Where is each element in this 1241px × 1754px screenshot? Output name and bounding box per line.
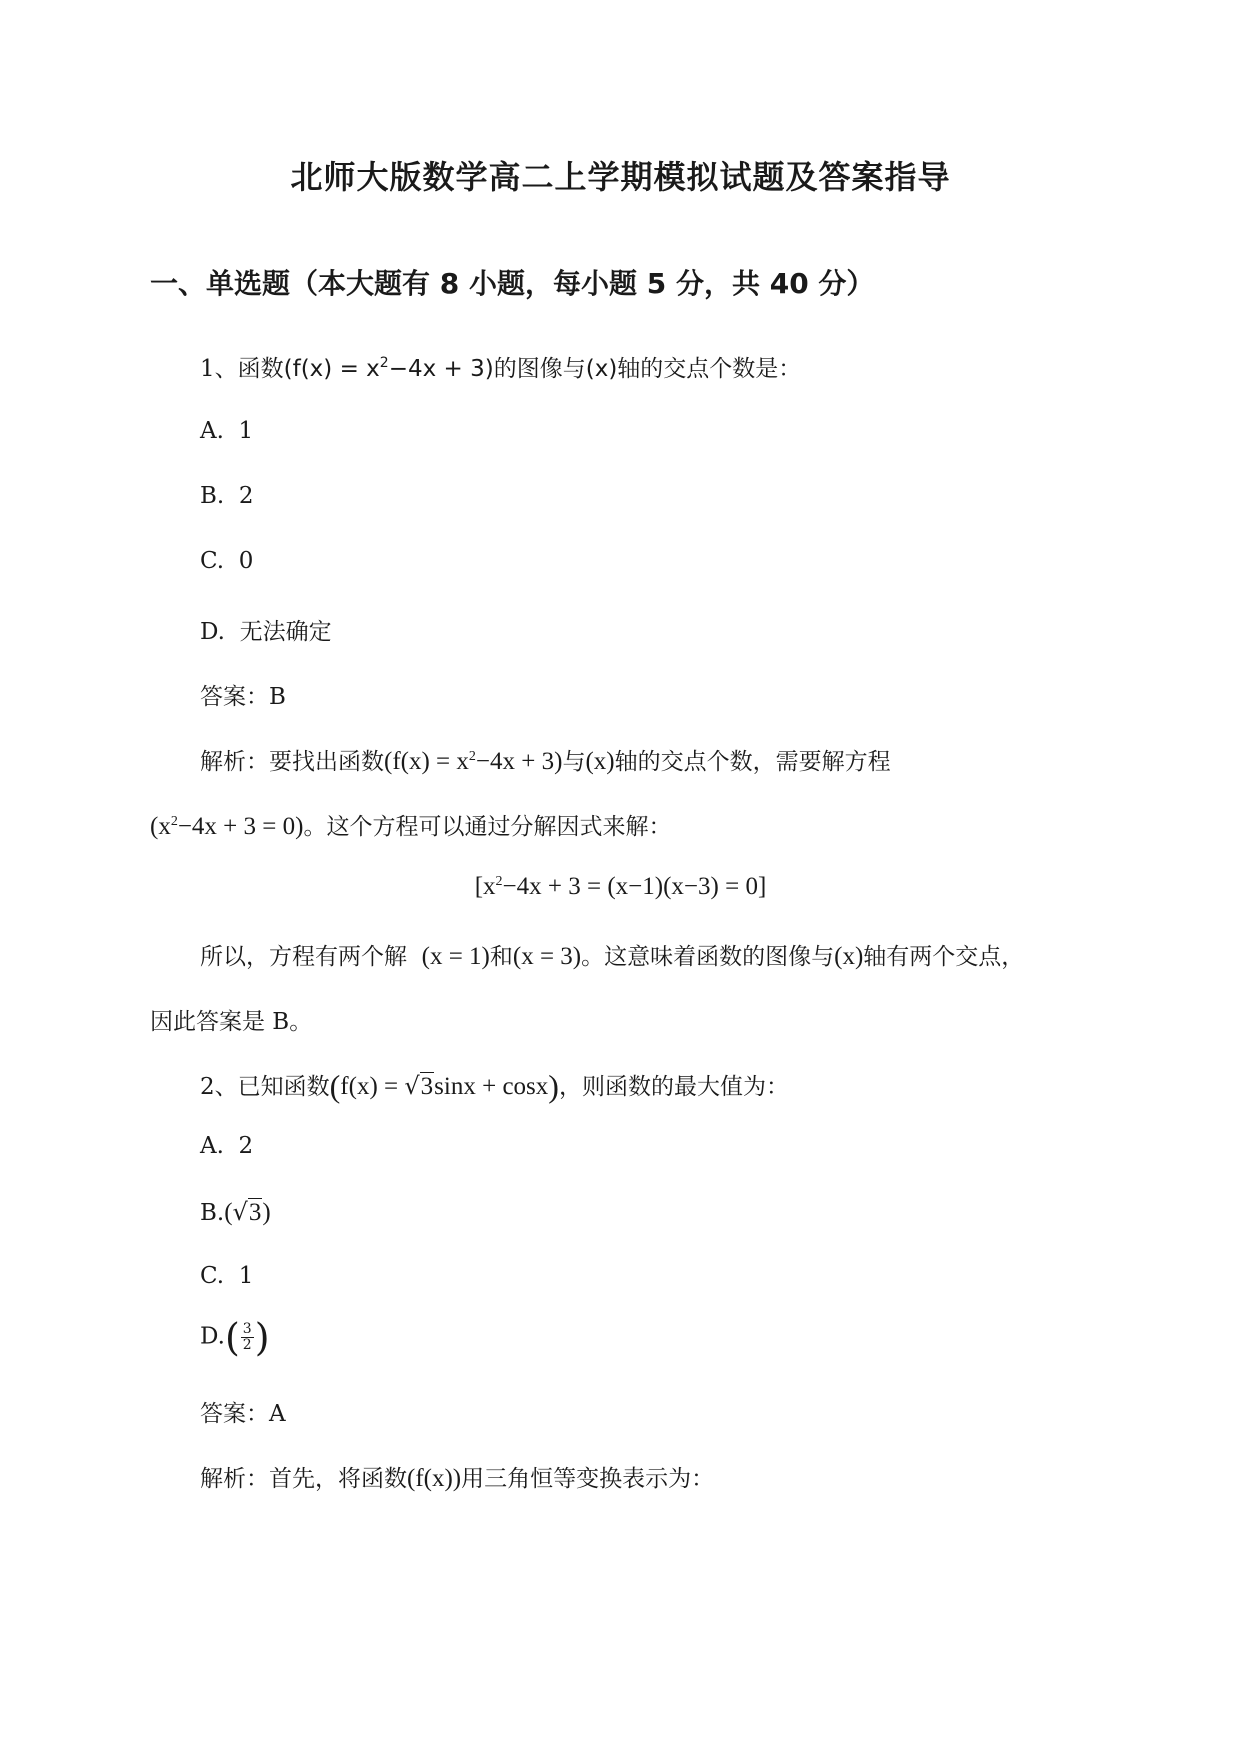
q1-equation [150, 813, 303, 840]
conclusion-lead: 所以，方程有两个解 [200, 944, 407, 970]
conclusion-mid: 。这意味着函数的图像与 [581, 944, 835, 970]
option-text: 3 [248, 1199, 262, 1226]
q1-option-d [200, 613, 332, 646]
q2-suffix: ，则函数的最大值为： [558, 1074, 789, 1100]
q2-analysis-lead: 解析：首先，将函数 [200, 1466, 407, 1492]
q1-factored-equation [0, 873, 1241, 901]
solution-2: (x = 3) [512, 943, 582, 970]
q1-suffix-a: 的图像与 [493, 356, 586, 382]
question-2-stem [200, 1068, 789, 1104]
q2-function [329, 1068, 559, 1104]
q1-answer: 答案：B [200, 684, 286, 710]
q1-func-rest: −4x + 3) [388, 356, 494, 382]
q1-analysis-line-1 [200, 743, 891, 776]
q2-option-d [200, 1315, 270, 1360]
eq-base: (x [150, 813, 171, 840]
option-math: (√3) [224, 1198, 271, 1226]
factor-base: [x [474, 873, 496, 900]
option-text: 1 [238, 1263, 254, 1289]
q1-analysis-function [384, 748, 562, 775]
question-1-stem [200, 350, 801, 383]
q2-option-b [200, 1198, 271, 1227]
section-heading: 一、单选题（本大题有 8 小题，每小题 5 分，共 40 分） [150, 267, 875, 300]
q1-func-exponent: 2 [379, 355, 389, 371]
q1-analysis-mid: 与 [562, 749, 586, 775]
q1-prefix: 1、函数 [200, 356, 284, 382]
q1-option-b [200, 483, 253, 509]
open-paren: ( [329, 1068, 341, 1104]
option-text: 2 [238, 483, 254, 509]
q1-func-base: (f(x) = x [283, 356, 380, 382]
option-label: D. [200, 1323, 225, 1350]
q1-option-c [200, 548, 253, 574]
func-rest: −4x + 3) [475, 748, 563, 775]
q2-analysis-func: (f(x)) [407, 1465, 462, 1492]
q2-option-c [200, 1263, 253, 1289]
solution-1: (x = 1) [421, 943, 490, 970]
fraction [241, 1322, 254, 1353]
conclusion-tail: 轴有两个交点， [863, 944, 1025, 970]
q1-equation-tail: 。这个方程可以通过分解因式来解： [303, 814, 672, 840]
q2-func-lhs: f(x) = [340, 1073, 405, 1100]
q1-axis: (x) [585, 356, 618, 382]
close-paren: ) [254, 1315, 270, 1360]
eq-rest: −4x + 3 = 0) [177, 813, 304, 840]
factor-expression [475, 873, 767, 900]
sqrt-icon: √ [404, 1072, 420, 1100]
conjunction: 和 [489, 944, 513, 970]
factor-rest: −4x + 3 = (x−1)(x−3) = 0] [502, 873, 767, 900]
q2-prefix: 2、已知函数 [200, 1074, 330, 1100]
option-label: D. [200, 619, 225, 645]
option-text: 1 [238, 418, 254, 444]
fraction-numerator: 3 [242, 1321, 252, 1337]
option-label: B. [200, 483, 225, 509]
conclusion-axis: (x) [834, 943, 864, 970]
option-text: 0 [238, 548, 254, 574]
q1-conclusion-line-2: 因此答案是 B。 [150, 1009, 313, 1035]
q2-analysis-tail: 用三角恒等变换表示为： [461, 1466, 715, 1492]
factor-exponent: 2 [495, 874, 503, 889]
q1-analysis-tail: 轴的交点个数，需要解方程 [614, 749, 891, 775]
func-exponent: 2 [468, 749, 476, 764]
fraction-denominator: 2 [242, 1337, 252, 1353]
sqrt-icon: √ [232, 1198, 248, 1226]
q1-suffix-b: 轴的交点个数是： [617, 356, 802, 382]
q1-analysis-lead: 解析：要找出函数 [200, 749, 384, 775]
q1-option-a [200, 418, 253, 444]
close-paren: ) [548, 1068, 559, 1104]
q2-option-a [200, 1133, 253, 1159]
q1-function [284, 356, 494, 382]
q1-conclusion-line-1 [200, 938, 1024, 971]
eq-exponent: 2 [170, 814, 178, 829]
option-text: 无法确定 [239, 619, 332, 645]
option-label: C. [200, 1263, 225, 1289]
q1-analysis-line-2 [150, 808, 671, 841]
q1-analysis-axis: (x) [585, 748, 615, 775]
option-label: C. [200, 548, 225, 574]
q2-analysis [200, 1460, 714, 1493]
document-title: 北师大版数学高二上学期模拟试题及答案指导 [290, 158, 951, 196]
option-label: B. [200, 1200, 225, 1226]
q2-func-root: 3 [420, 1073, 434, 1100]
open-paren: ( [224, 1315, 240, 1360]
q2-func-rhs: sinx + cosx [434, 1073, 549, 1100]
func-base: (f(x) = x [384, 748, 469, 775]
option-text: 2 [238, 1133, 254, 1159]
option-label: A. [200, 418, 224, 444]
option-label: A. [200, 1133, 224, 1159]
q2-answer: 答案：A [200, 1401, 286, 1427]
